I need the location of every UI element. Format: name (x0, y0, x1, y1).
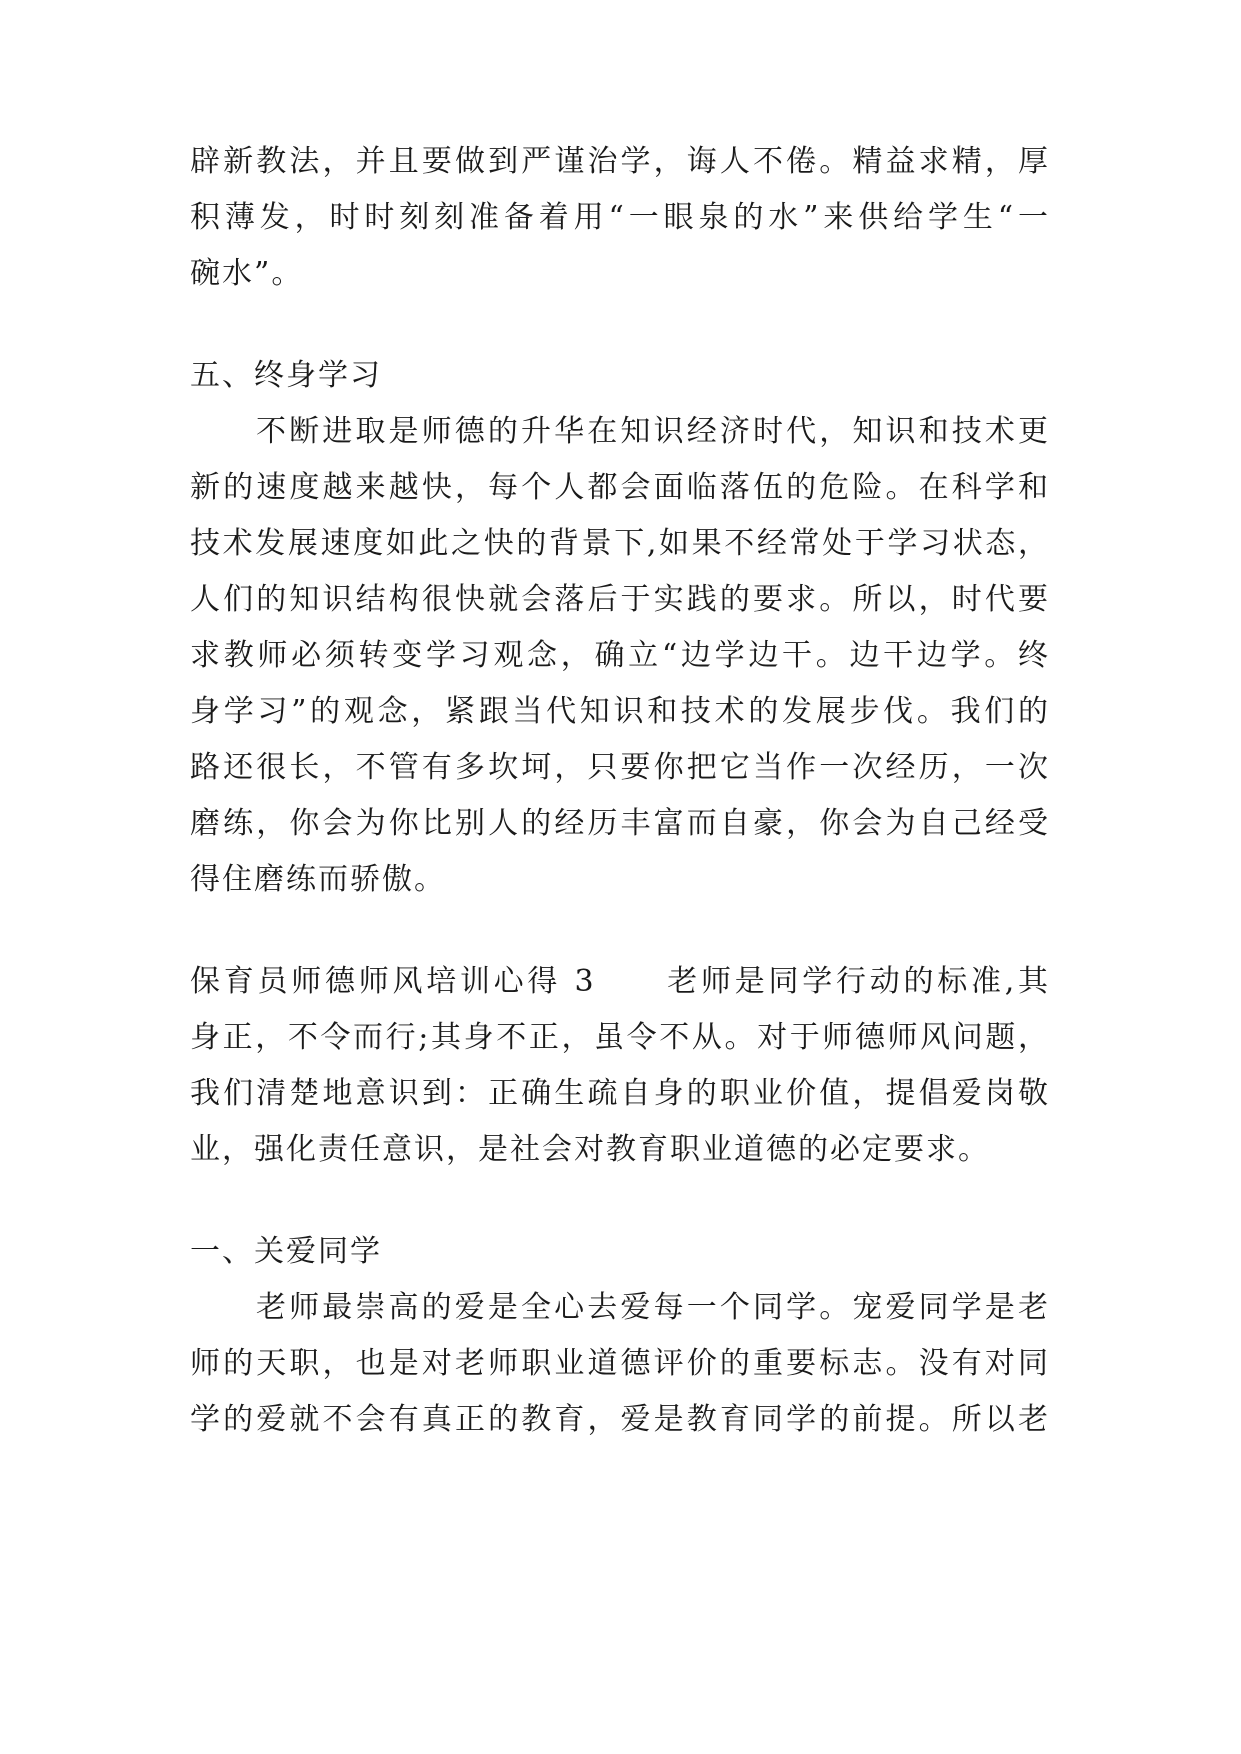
text-line: 碗水”。 (190, 256, 304, 291)
text-line: 身学习”的观念，紧跟当代知识和技术的发展步伐。我们的 (190, 694, 1050, 729)
text-line-tail: 老师是同学行动的标准,其 (665, 964, 1050, 999)
text-line: 学的爱就不会有真正的教育，爱是教育同学的前提。所以老 (190, 1402, 1050, 1437)
text-line: 业，强化责任意识，是社会对教育职业道德的必定要求。 (190, 1132, 990, 1167)
text-line: 路还很长，不管有多坎坷，只要你把它当作一次经历，一次 (190, 750, 1050, 785)
text-line: 求教师必须转变学习观念，确立“边学边干。边干边学。终 (190, 638, 1050, 673)
text-line: 师的天职，也是对老师职业道德评价的重要标志。没有对同 (190, 1346, 1050, 1381)
text-line: 磨练，你会为你比别人的经历丰富而自豪，你会为自己经受 (190, 806, 1050, 841)
article-title: 保育员师德师风培训心得 3 (190, 964, 596, 999)
text-line: 得住磨练而骄傲。 (190, 862, 446, 897)
text-line: 人们的知识结构很快就会落后于实践的要求。所以，时代要 (190, 582, 1050, 617)
text-line: 老师最崇高的爱是全心去爱每一个同学。宠爱同学是老 (256, 1290, 1050, 1325)
text-line: 不断进取是师德的升华在知识经济时代，知识和技术更 (256, 414, 1050, 449)
text-line: 新的速度越来越快，每个人都会面临落伍的危险。在科学和 (190, 470, 1050, 505)
text-line: 我们清楚地意识到：正确生疏自身的职业价值，提倡爱岗敬 (190, 1076, 1050, 1111)
text-line: 积薄发，时时刻刻准备着用“一眼泉的水”来供给学生“一 (190, 200, 1050, 235)
section-heading: 一、关爱同学 (190, 1234, 382, 1269)
text-line: 身正，不令而行;其身不正，虽令不从。对于师德师风问题， (190, 1020, 1050, 1055)
article-title-line (190, 952, 1050, 1012)
text-line: 辟新教法，并且要做到严谨治学，诲人不倦。精益求精，厚 (190, 144, 1050, 179)
section-heading: 五、终身学习 (190, 358, 382, 393)
text-line: 技术发展速度如此之快的背景下,如果不经常处于学习状态， (190, 526, 1050, 561)
